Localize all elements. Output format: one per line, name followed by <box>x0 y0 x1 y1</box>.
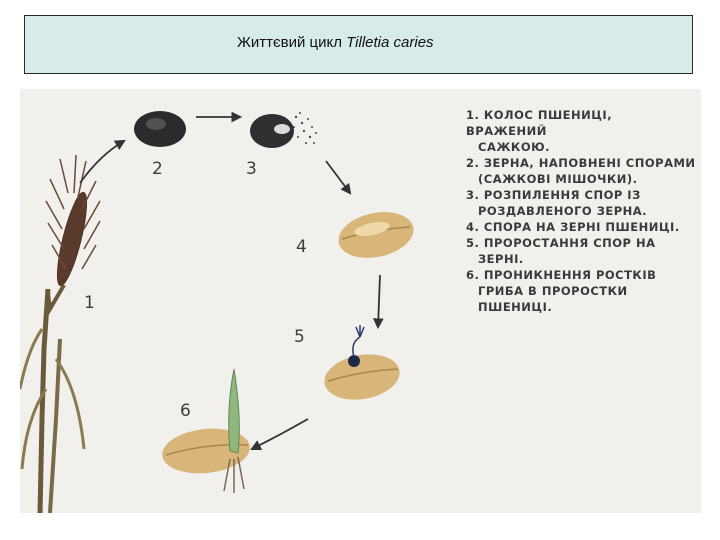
legend-item-6-line-2: ГРИБА В ПРОРОСТКИ <box>478 284 628 298</box>
germinating-spore-grain <box>321 325 403 405</box>
stage-number-5: 5 <box>294 327 305 347</box>
title-box <box>24 15 693 74</box>
stage-number-6: 6 <box>180 401 191 421</box>
grain-with-seedling <box>160 369 252 493</box>
slide-title <box>237 34 434 51</box>
crushed-grain-spores <box>250 112 317 148</box>
legend-item-2-line-1: 2. ЗЕРНА, НАПОВНЕНІ СПОРАМИ <box>466 156 696 170</box>
legend-item-1-line-1: 1. КОЛОС ПШЕНИЦІ, ВРАЖЕНИЙ <box>466 108 613 138</box>
legend-item-2-line-2: (САЖКОВІ МІШОЧКИ). <box>478 172 638 186</box>
legend-item-1-line-2: САЖКОЮ. <box>478 140 550 154</box>
smut-ball-grain <box>134 111 186 147</box>
stage-number-4: 4 <box>296 237 307 257</box>
life-cycle-figure <box>20 89 701 513</box>
stage-number-2: 2 <box>152 159 163 179</box>
legend-item-3-line-2: РОЗДАВЛЕНОГО ЗЕРНА. <box>478 204 648 218</box>
legend-item-5-line-2: ЗЕРНІ. <box>478 252 524 266</box>
legend-item-6-line-3: ПШЕНИЦІ. <box>478 300 553 314</box>
stage-number-1: 1 <box>84 293 95 313</box>
legend-item-6-line-1: 6. ПРОНИКНЕННЯ РОСТКІВ <box>466 268 657 282</box>
title-species-text: Tilletia caries <box>346 34 434 51</box>
stage-legend <box>466 107 696 315</box>
legend-item-5-line-1: 5. ПРОРОСТАННЯ СПОР НА <box>466 236 656 250</box>
stage-number-3: 3 <box>246 159 257 179</box>
legend-item-3-line-1: 3. РОЗПИЛЕННЯ СПОР ІЗ <box>466 188 641 202</box>
grain-with-spores <box>334 206 417 265</box>
diseased-wheat-plant <box>20 155 100 513</box>
title-main-text: Життєвий цикл <box>237 34 347 51</box>
legend-item-4-line-1: 4. СПОРА НА ЗЕРНІ ПШЕНИЦІ. <box>466 220 680 234</box>
